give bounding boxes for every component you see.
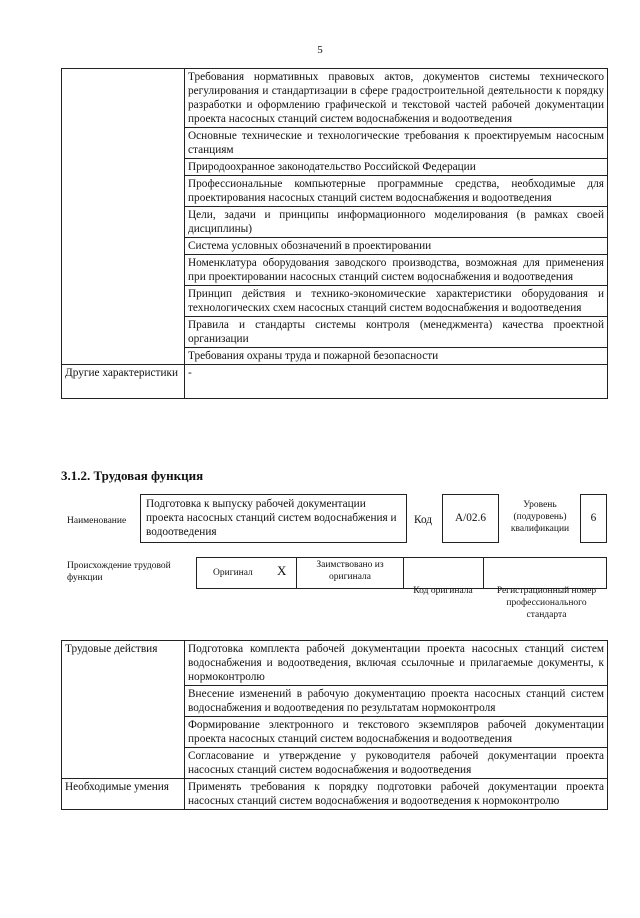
knowledge-item: Требования нормативных правовых актов, документов системы технического регулирования и стандартизации в сфере градостроительной деятельности к порядку разработки и оформлению графической и текстовой частей рабочей документации проекта насосных станций систем водоснабжения и водоотведения [185, 69, 608, 128]
level-value: 6 [590, 512, 597, 524]
divider [296, 557, 297, 589]
knowledge-item: Номенклатура оборудования заводского производства, возможная для применения при проектировании насосных станций систем водоснабжения и водоотведения [185, 255, 608, 286]
other-characteristics-value: - [185, 365, 608, 399]
knowledge-table [61, 68, 608, 399]
skills-label: Необходимые умения [62, 779, 185, 810]
labor-action-item: Внесение изменений в рабочую документацию проекта насосных станций систем водоснабжения и водоотведения по результатам нормоконтроля [185, 686, 608, 717]
knowledge-item: Цели, задачи и принципы информационного моделирования (в рамках своей дисциплины) [185, 207, 608, 238]
table-row [62, 69, 608, 128]
other-characteristics-label: Другие характеристики [62, 365, 185, 399]
knowledge-item: Природоохранное законодательство Российской Федерации [185, 159, 608, 176]
knowledge-item: Принцип действия и технико-экономические характеристики оборудования и технологических схем насосных станций систем водоснабжения и водоотведения [185, 286, 608, 317]
level-box [580, 494, 607, 543]
original-label: Оригинал [213, 568, 253, 578]
knowledge-item: Требования охраны труда и пожарной безопасности [185, 348, 608, 365]
labor-action-item: Подготовка комплекта рабочей документации проекта насосных станций систем водоснабжения и водоотведения, включая ссылочные и прилагаемые документы, к нормоконтролю [185, 641, 608, 686]
code-original-caption: Код оригинала [413, 586, 473, 596]
divider [403, 557, 404, 589]
table-row [62, 641, 608, 686]
name-label: Наименование [67, 516, 127, 526]
knowledge-item: Основные технические и технологические требования к проектируемым насосным станциям [185, 128, 608, 159]
table-row [62, 365, 608, 399]
function-name-value: Подготовка к выпуску рабочей документации проекта насосных станций систем водоснабжения и водоотведения [146, 498, 397, 538]
level-label: Уровень (подуровень) квалификации [510, 500, 570, 534]
code-label: Код [414, 514, 433, 526]
labor-action-item: Формирование электронного и текстового экземпляров рабочей документации проекта насосных станций систем водоснабжения и водоотведения [185, 717, 608, 748]
knowledge-item: Система условных обозначений в проектировании [185, 238, 608, 255]
code-value: A/02.6 [454, 512, 487, 524]
borrowed-label: Заимствовано из оригинала [316, 560, 384, 582]
labor-table [61, 640, 608, 810]
knowledge-item: Профессиональные компьютерные программные средства, необходимые для проектирования насосных станций систем водоснабжения и водоотведения [185, 176, 608, 207]
knowledge-label-cell [62, 69, 185, 365]
labor-action-item: Согласование и утверждение у руководителя рабочей документации проекта насосных станций систем водоснабжения и водоотведения [185, 748, 608, 779]
section-title: 3.1.2. Трудовая функция [61, 468, 204, 483]
function-name-box [140, 494, 407, 543]
code-box [442, 494, 499, 543]
labor-actions-label: Трудовые действия [62, 641, 185, 779]
skill-item: Применять требования к порядку подготовки рабочей документации проекта насосных станций систем водоснабжения и водоотведения к нормоконтролю [185, 779, 608, 810]
origin-label: Происхождение трудовой функции [67, 561, 171, 583]
page-number: 5 [317, 44, 323, 56]
knowledge-item: Правила и стандарты системы контроля (менеджмента) качества проектной организации [185, 317, 608, 348]
table-row [62, 779, 608, 810]
reg-number-caption: Регистрационный номер профессионального стандарта [496, 586, 597, 620]
divider [483, 557, 484, 589]
original-mark: X [277, 563, 287, 578]
